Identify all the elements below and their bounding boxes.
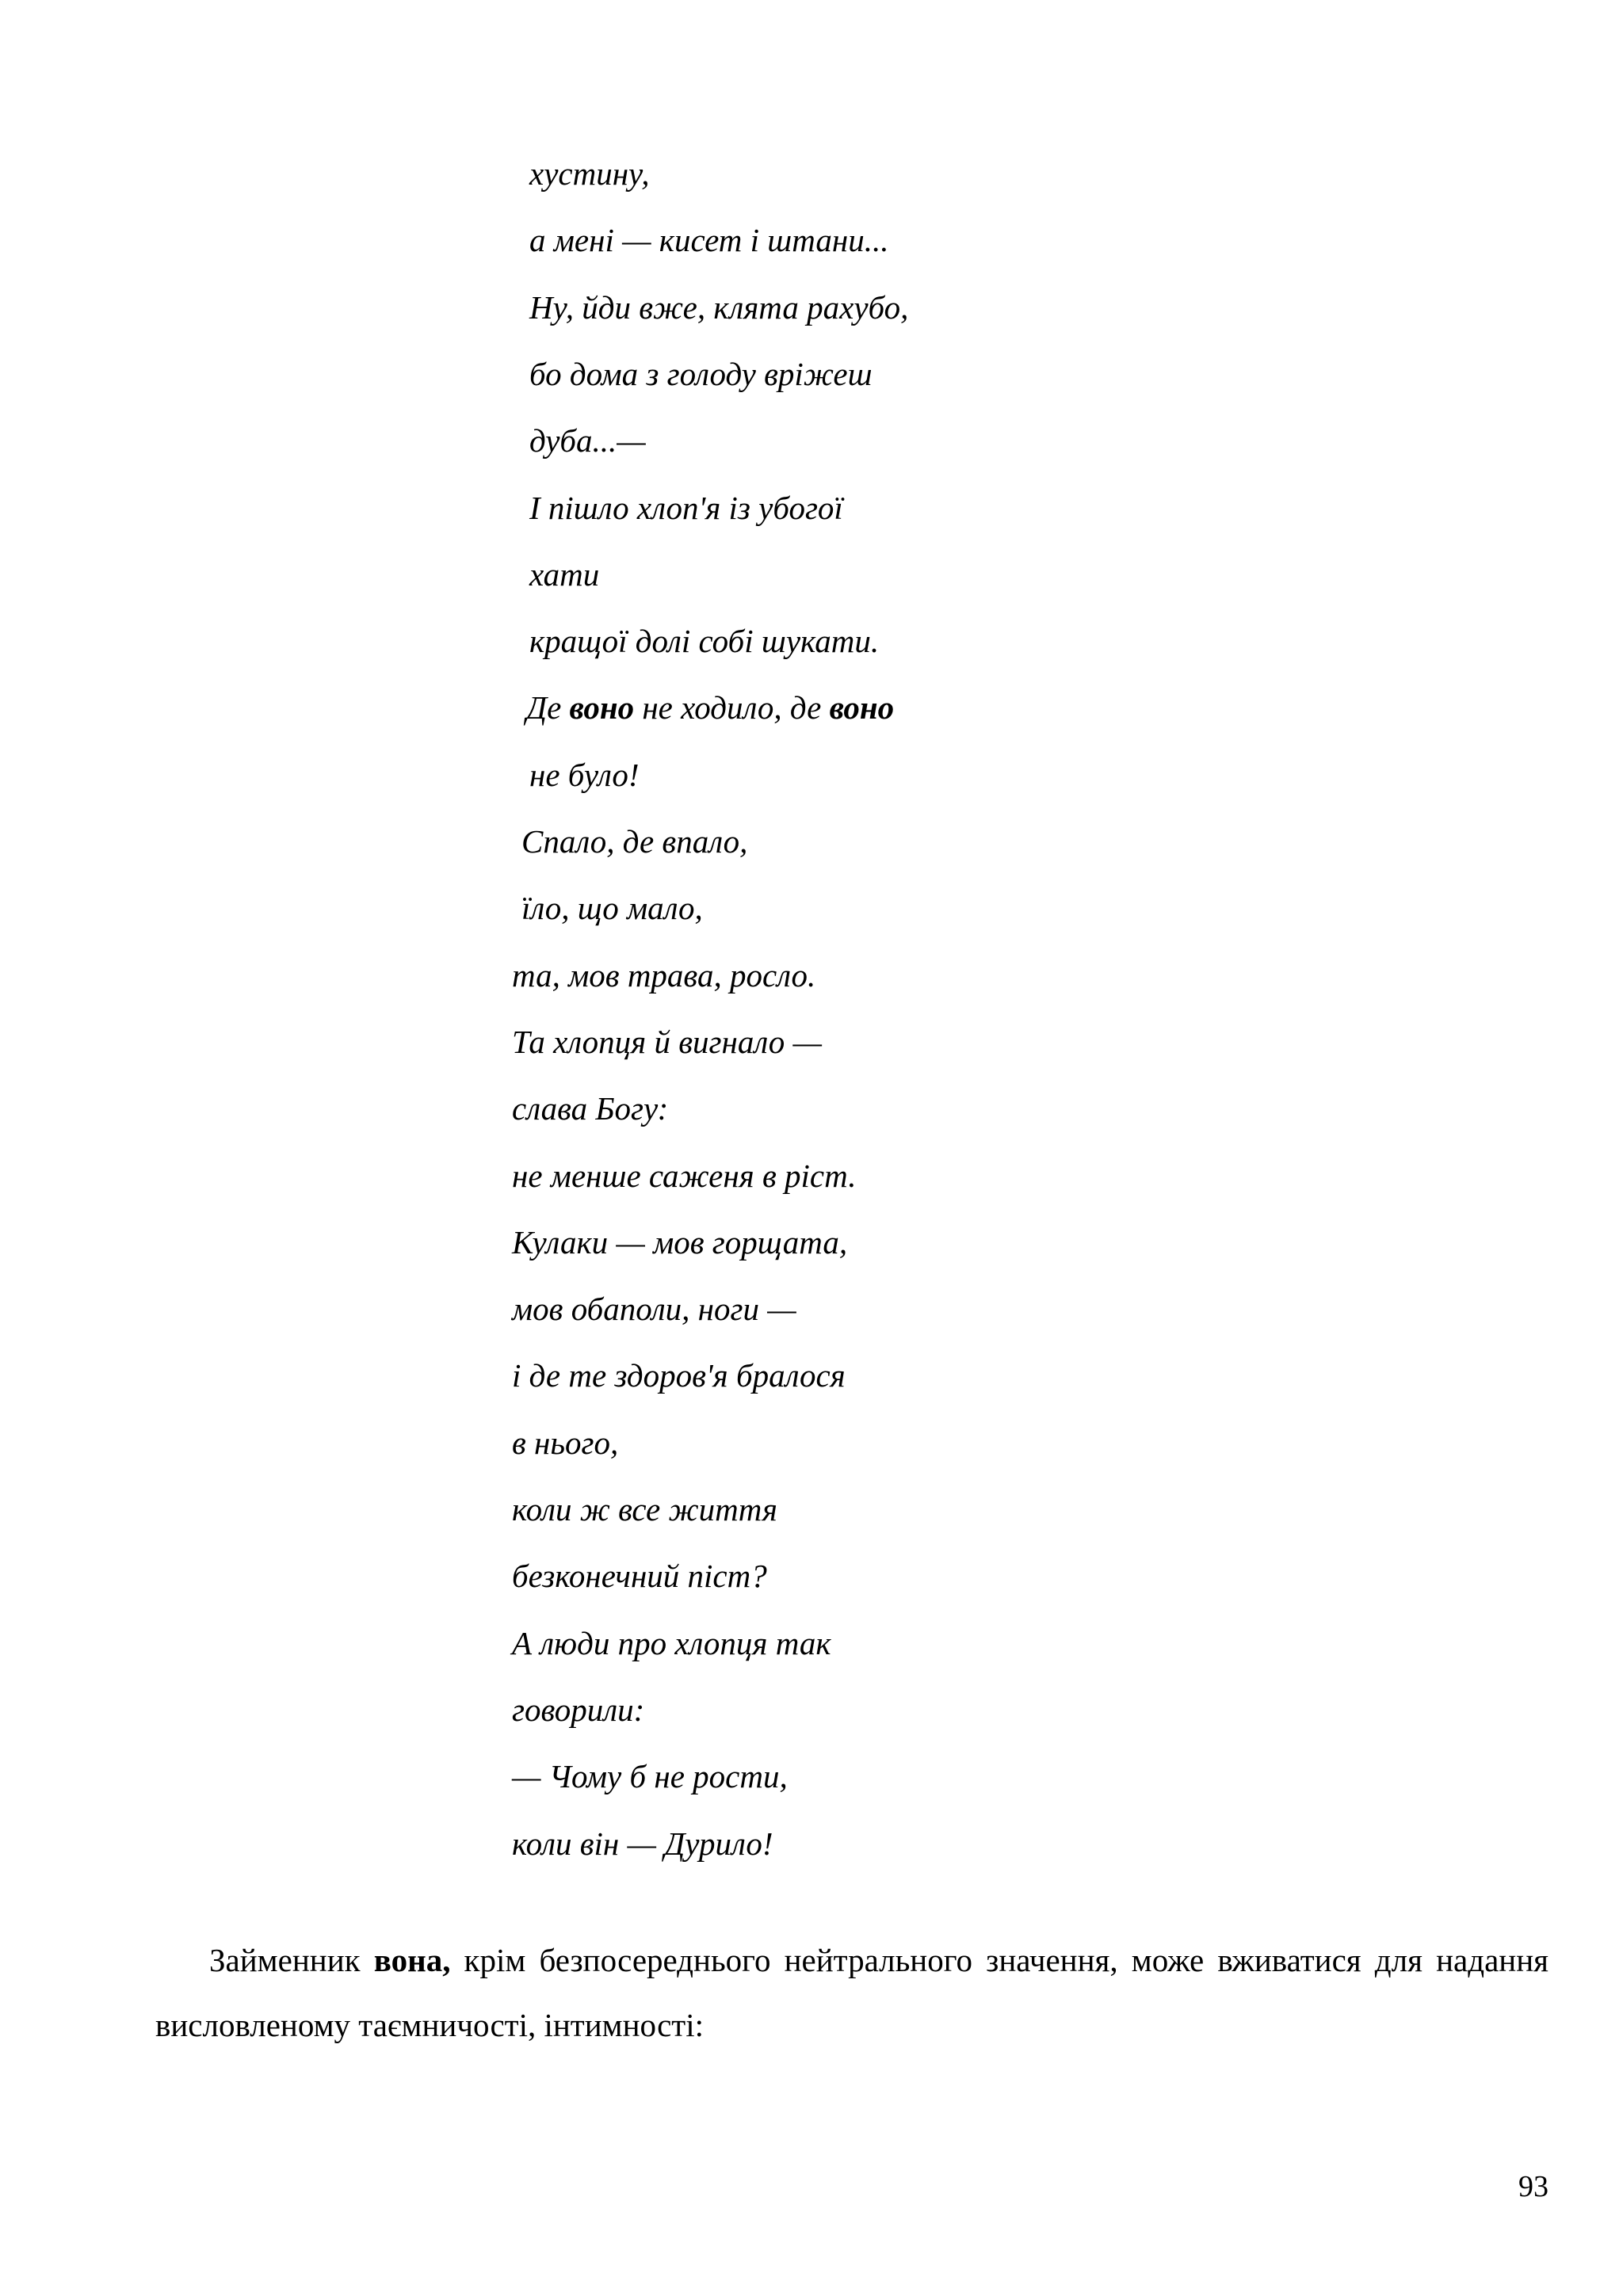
text-segment: не ходило, де (634, 689, 830, 726)
poem-line (521, 889, 703, 927)
poem-line (529, 756, 640, 794)
text-segment: дуба...— (529, 422, 646, 459)
poem-line (512, 1757, 788, 1795)
text-segment: а мені — кисет і штани... (529, 222, 889, 258)
text-segment: та, мов трава, росло. (512, 957, 816, 994)
poem-line (529, 489, 843, 527)
emphasized-word: воно (829, 689, 895, 726)
poem-line (526, 688, 894, 727)
poem-line (529, 622, 879, 660)
text-segment: хустину, (529, 155, 650, 192)
poem-line (529, 421, 646, 460)
poem-line (512, 1424, 618, 1462)
text-segment: мов обаполи, ноги — (512, 1291, 796, 1327)
text-segment: Займенник (209, 1942, 374, 1978)
poem-line (529, 288, 908, 326)
text-segment: Та хлопця й вигнало — (512, 1024, 822, 1060)
poem-line (512, 1624, 831, 1662)
text-segment: кращої долі собі шукати. (529, 623, 880, 659)
text-segment: і де те здоров'я бралося (512, 1357, 846, 1394)
poem-line (512, 1490, 777, 1528)
poem-line (529, 221, 888, 259)
poem-line (512, 956, 815, 994)
page-number: 93 (1518, 2170, 1549, 2203)
poem-line (512, 1825, 773, 1863)
text-segment: коли ж все життя (512, 1491, 777, 1527)
poem-line (512, 1356, 846, 1394)
poem-line (512, 1290, 796, 1328)
text-segment: в нього, (512, 1425, 619, 1461)
emphasized-word: вона, (373, 1942, 451, 1978)
text-segment: говорили: (512, 1691, 645, 1728)
poem-line (512, 1023, 822, 1061)
poem-line (512, 1089, 668, 1127)
poem-line (512, 1557, 767, 1595)
text-segment: — Чому б не рости, (512, 1758, 788, 1794)
text-segment: І пішло хлоп'я із убогої (529, 490, 843, 526)
text-segment: безконечний піст? (512, 1558, 767, 1594)
text-segment: не менше саженя в ріст. (512, 1158, 857, 1194)
emphasized-word: воно (569, 689, 635, 726)
poem-line (512, 1157, 856, 1195)
text-segment: крім безпосереднього нейтрального значення, може вживатися для надання висловленому таємничості, інтимності: (155, 1942, 1549, 2043)
poem-line (529, 154, 649, 193)
poem-line (529, 555, 599, 593)
text-segment: не було! (529, 757, 640, 793)
text-segment: їло, що мало, (521, 890, 703, 926)
text-segment: хати (529, 556, 600, 593)
text-segment: бо дома з голоду вріжеш (529, 356, 873, 392)
text-segment: Спало, де впало, (521, 823, 748, 860)
text-segment: слава Богу: (512, 1090, 669, 1127)
text-segment: А люди про хлопця так (512, 1625, 831, 1661)
body-paragraph (155, 1928, 1549, 2058)
poem-line (512, 1223, 847, 1261)
text-segment: коли він — Дурило! (512, 1825, 773, 1862)
text-segment: Ну, йди вже, клята рахубо, (529, 289, 909, 326)
poem-line (529, 355, 873, 393)
text-segment: Де (526, 689, 570, 726)
text-segment: Кулаки — мов горщата, (512, 1224, 848, 1261)
poem-line (512, 1691, 644, 1729)
poem-line (521, 822, 747, 860)
